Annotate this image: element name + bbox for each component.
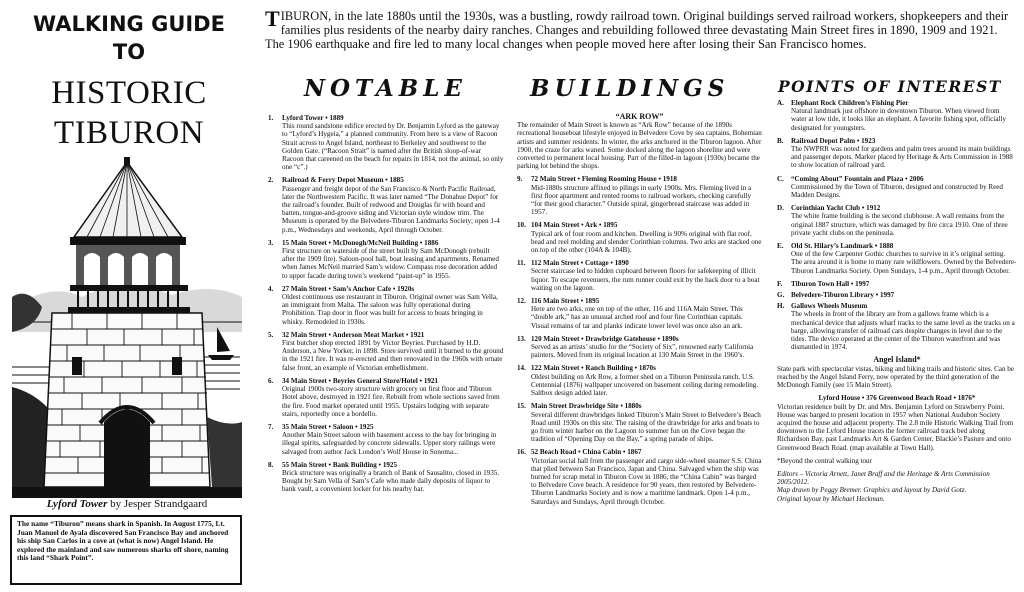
list-item: D. Corinthian Yacht Club • 1912 The white frame building is the second clubhouse. A wall remains from the original 1887 structure, which was damaged by fire circa 1910. One of three private yacht clubs on the peninsula. xyxy=(777,204,1008,237)
intro-paragraph xyxy=(265,6,1010,52)
heading-notable: NOTABLE xyxy=(304,75,467,102)
notable-column-1 xyxy=(268,114,504,499)
list-item: 6. 34 Main Street • Beyries General Store/Hotel • 1921 Original 1900s two-story structure with grocery on first floor and Tiburon Hotel above, destroyed in 1921 fire. Rebuilt from whole sections saved from the fire. Food market operated until 1955. Upstairs lodging with separate stairs, reportedly once a bordello. xyxy=(268,376,500,418)
list-item: A. Elephant Rock Children’s Fishing Pier Natural landmark just offshore in downtown Tiburon. When viewed from water at low tide, it looks like an elephant. A favorite fishing spot, officially designated for youngsters. xyxy=(777,99,1006,132)
list-item: 9. 72 Main Street • Fleming Rooming House • 1918 Mid-1880s structure affixed to pilings in early 1900s. Mrs. Fleming lived in a first floor apartment and rented rooms to railroad workers, checking carefully “for their good character.” Outside spiral, gingerbread staircase was added in 1957. xyxy=(517,175,752,217)
angel-island-heading: Angel Island* xyxy=(873,355,921,365)
intro-text: IBURON, in the late 1880s until the 1930s, was a bustling, rowdy railroad town. Original buildings served railroad workers, shopkeepers and their families plus residents of the nearby dairy ranches. Changes and rebuilding followed three devastating Main Street fires in 1890, 1909 and 1921. The 1906 earthquake and fire led to many local changes when people moved here after losing their San Francisco homes. xyxy=(265,9,1009,52)
list-item: G. Belvedere-Tiburon Library • 1997 xyxy=(777,291,895,300)
footnote: *Beyond the central walking tour xyxy=(777,456,872,465)
list-item: 13. 120 Main Street • Drawbridge Gatehouse • 1890s Served as an artists’ studio for the “Society of Six”, renowned early California painters. Moved from its original location at 130 Main Street in the 1960’s. xyxy=(517,334,754,360)
list-item: 10. 104 Main Street • Ark • 1895 Typical ark of four room and kitchen. Dwelling is 90% original with flat roof, bead and reel molding and slender Corinthian columns. Two arks are stacked one on top of the other (104A & 104B). xyxy=(517,221,762,255)
heading-buildings: BUILDINGS xyxy=(530,75,730,102)
list-item: 2. Railroad & Ferry Depot Museum • 1885 Passenger and freight depot of the San Francisco & North Pacific Railroad, later the Northwestern Pacific. It was later named “The Donahue Depot” for the railroad’s founder. Built of redwood and Douglas fir with board and batten, tongue-and-groove siding and Victorian style window trim. The Museum is operated by the Belvedere-Tiburon Landmarks Society; open 1-4 p.m., Wednesdays and weekends, April through October. xyxy=(268,176,500,234)
caption-artist: by Jesper Strandgaard xyxy=(107,498,208,510)
title-walking-guide: WALKING GUIDE xyxy=(33,12,225,36)
credits-map: Map drawn by Peggy Bremer. Graphics and layout by David Gotz. xyxy=(777,486,967,495)
illustration-caption xyxy=(12,498,242,510)
list-item: 11. 112 Main Street • Cottage • 1890 Secret staircase led to hidden cupboard between floors for safekeeping of illicit liquor. To escape revenuers, the rum runner could exit by the back door to a boat waiting on the lagoon. xyxy=(517,259,760,292)
list-item: B. Railroad Depot Palm • 1923 The NWPRR was noted for gardens and palm trees around its main buildings and passenger depots. Marker placed by Heritage & Arts Commission in 1988 to show location of railroad yard. xyxy=(777,136,1013,170)
list-item: 1. Lyford Tower • 1889 This round sandstone edifice erected by Dr. Benjamin Lyford as the gateway to “Lyford’s Hygeia,” a planned community. From here is a view of Racoon Strait across to Angel Island, northeast to Berkeley and southwest to the Golden Gate. (“Racoon Strait” is named after the British sloop-of-war Racoon that careened on the beach for repairs in 1814, not the animal, so only one “c”.) xyxy=(268,114,504,172)
title-to: TO xyxy=(112,40,146,64)
list-item: 12. 116 Main Street • 1895 Here are two arks, one on top of the other, 116 and 116A Main Street. This “double ark,” has an unusual arched roof and four fine Corinthian capitals. Visual remains of tar and planks indicate lower level was once also an ark. xyxy=(517,297,743,330)
list-item: 4. 27 Main Street • Sam’s Anchor Cafe • 1920s Oldest continuous use restaurant in Tiburon. Original owner was Sam Vella, an immigrant from Malta. The saloon was fully operational during Prohibition. Trap door in floor was built for access to boats bringing in whisky. Remodeled in 1930s. xyxy=(268,284,498,326)
title-historic: HISTORIC xyxy=(51,75,207,111)
shark-name-note: The name “Tiburon” means shark in Spanish. In August 1775, Lt. Juan Manuel de Ayala discovered San Francisco Bay and anchored his ship San Carlos in a cove at (what is now) Angel Island. He explored the mainland and saw numerous sharks off shore, naming this land “Shark Point”. xyxy=(10,515,242,585)
list-item: 15. Main Street Drawbridge Site • 1880s Several different drawbridges linked Tiburon’s Main Street to Belvedere’s Beach Road until 1930s on this site. The raising of the drawbridge for arks and boats to go from winter harbor on the Lagoon to summer fun on the Cove began the tradition of “Opening Day on the Bay,” a spring parade of ships. xyxy=(517,402,761,444)
points-of-interest-column xyxy=(777,99,1017,503)
heading-points-of-interest: POINTS OF INTEREST xyxy=(778,77,1002,96)
list-item: 5. 32 Main Street • Anderson Meat Market • 1921 First butcher shop erected 1891 by Victor Beyries. Purchased by H.D. Anderson, a New Yorker, in 1898. Store survived until it burned to the ground in the 1921 fire. It was re-erected and then renovated in the 1960s with ornate false front, an example of Victorian embellishment. xyxy=(268,330,504,372)
lyford-house-text: Victorian residence built by Dr. and Mrs. Benjamin Lyford on Strawberry Point. House was barged to present location in 1957 when National Audubon Society acquired the house and adjacent property. The 2.8 mile Historic Walking Trail from downtown to the Lyford House traces the former railroad track bed along Richardson Bay, past Landmarks Art & Garden Center, Blackie’s Pasture and onto Greenwood Beach Road. (map available at Town Hall). xyxy=(777,402,1014,452)
credits-original: Original layout by Michael Heckman. xyxy=(777,494,885,503)
list-item: 7. 35 Main Street • Saloon • 1925 Another Main Street saloon with basement access to the bay for bringing in illegal spirits, safeguarded by concrete sidewalls. Upper story railings were salvaged from author Jack London’s Wolf House in Sonoma... xyxy=(268,422,497,456)
list-item: 16. 52 Beach Road • China Cabin • 1867 Victorian social hall from the passenger and cargo side-wheel steamer S.S. China that plied between San Francisco, Japan and China. Salvaged when the ship was burned for scrap metal in Tiburon Cove in 1886, the “China Cabin” was barged to Belvedere Cove beach. A residence for 90 years, then restored by Belvedere-Tiburon Landmarks Society and is now a maritime landmark. Open 1-4 p.m., Saturdays and Sundays, April through October. xyxy=(517,448,762,506)
lyford-tower-illustration xyxy=(12,157,242,498)
angel-island-text: State park with spectacular vistas, hiking and biking trails and historic sites. Can be reached by the Angel Island Ferry, now operated by the third generation of the McDonogh Family (see 15 Main Street). xyxy=(777,364,1014,390)
list-item: 14. 122 Main Street • Ranch Building • 1870s Oldest building on Ark Row, a former shed on a Tiburon Peninsula ranch. U.S. Centennial (1876) wallpaper uncovered on basement ceiling during remodeling. Saltbox design added later. xyxy=(517,364,759,398)
lyford-house-heading: Lyford House • 376 Greenwood Beach Road • 1876* xyxy=(818,394,976,403)
list-item: H. Gallows Wheels Museum The wheels in front of the library are from a gallows frame which is a mechanical device that adjusts wharf tracks to the same level as the tracks on a barge, allowing transfer of railroad cars despite changes in level due to the tides. The device operated at the center of the Tiburon waterfront and was dismantled in 1974. xyxy=(777,302,1015,352)
list-item: E. Old St. Hilary’s Landmark • 1888 One of the few Carpenter Gothic churches to survive in it’s original setting. The area around it is home to many rare wildflowers. Owned by the Belvedere-Tiburon Landmarks Society. Open Sundays, 1-4 p.m., April through October. xyxy=(777,242,1017,275)
title-tiburon: TIBURON xyxy=(53,115,205,151)
list-item: 8. 55 Main Street • Bank Building • 1925 Brick structure was originally a branch of Bank of Sausalito, closed in 1935. Bought by Sam Vella of Sam’s Cafe who made daily deposits of liquor to bank vault, a convenient locker for his nearby bar. xyxy=(268,460,500,494)
ark-row-heading: “ARK ROW” xyxy=(615,112,664,121)
list-item: 3. 15 Main Street • McDonogh/McNeil Building • 1886 First structure on waterside of the street built by Sam McDonogh (rebuilt after the 1909 fire). Saloon-pool hall, boat leasing and apartments. Renamed when James McNeil married Sam’s widow. Compass rose decoration added to upper facade during town’s weekend “paint-up” in 1955. xyxy=(268,238,499,280)
intro-drop-cap: T xyxy=(265,6,280,31)
list-item: F. Tiburon Town Hall • 1997 xyxy=(777,279,870,288)
credits-editors: Editors – Victoria Arnett, Janet Braff and the Heritage & Arts Commission 2005/2012. xyxy=(777,469,990,487)
notable-column-2 xyxy=(517,113,762,511)
ark-row-text: The remainder of Main Street is known as “Ark Row” because of the 1890s recreational houseboat lifestyle enjoyed in Belvedere Cove by sea captains, Bohemian artists and summer residents. In winter, the arks anchored in the Tiburon lagoon. After 1900, the craze for arks waned. Some docked along the lagoon shoreline and were converted to permanent local housing. Part of the filled-in lagoon (1930s) became the parking lot behind the shops. xyxy=(517,121,762,171)
caption-title: Lyford Tower xyxy=(46,498,108,510)
list-item: C. “Coming About” Fountain and Plaza • 2006 Commissioned by the Town of Tiburon, designed and constructed by Reed Madden Designs. xyxy=(777,174,1003,200)
